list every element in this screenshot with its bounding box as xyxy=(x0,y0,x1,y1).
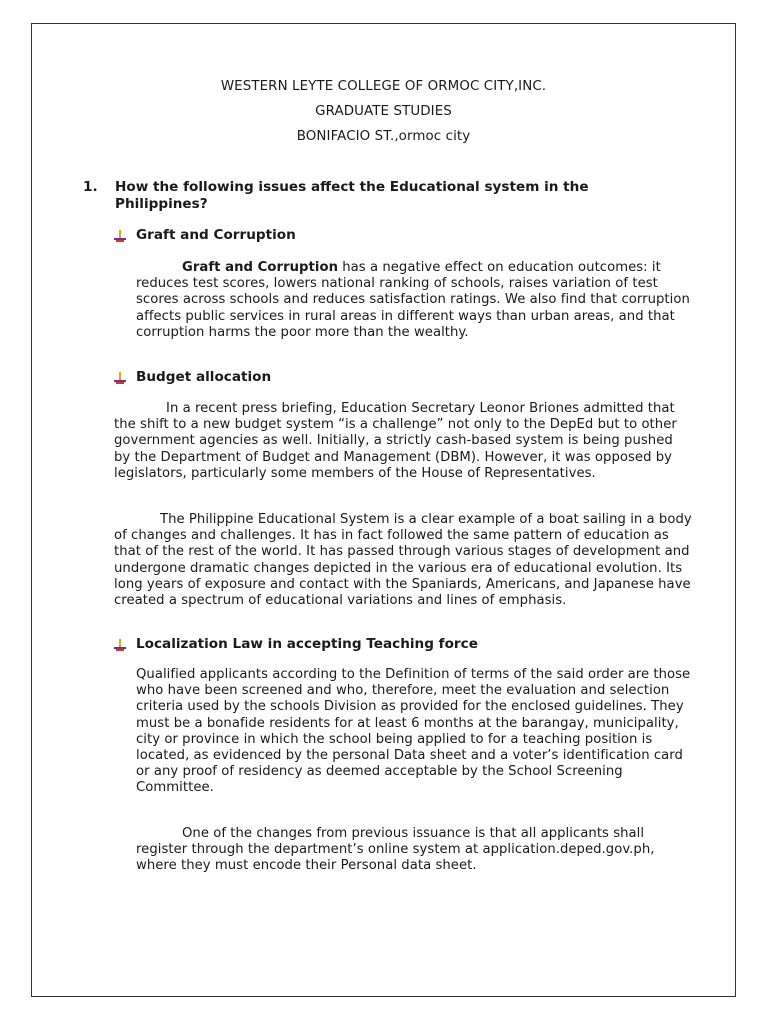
college-name: WESTERN LEYTE COLLEGE OF ORMOC CITY,INC. xyxy=(220,79,547,94)
arrow-down-bullet-icon xyxy=(114,230,126,242)
localization-paragraph-1: Qualified applicants according to the Definition of terms of the said order are those who have been screened and who, therefore, meet the evaluation and selection criteria used by the schools Division as provided for the enclosed guidelines. They must be a bonafide residents for at least 6 months at the barangay, municipality, city or province in which the school being applied to for a teaching position is located, as evidenced by the personal Data sheet and a voter’s identification card or any proof of residency as deemed acceptable by the School Screening Committee. xyxy=(136,667,691,796)
budget-paragraph-1: In a recent press briefing, Education Secretary Leonor Briones admitted that the shift to a new budget system “is a challenge” not only to the DepEd but to other government agencies as well. Initially, a strictly cash-based system is being pushed by the Department of Budget and Management (DBM). However, it was opposed by legislators, particularly some members of the House of Representatives. xyxy=(114,401,677,481)
graft-lead: Graft and Corruption xyxy=(182,260,339,275)
arrow-down-bullet-icon xyxy=(114,639,126,651)
section-heading-budget: Budget allocation xyxy=(114,369,271,385)
question-1 xyxy=(83,179,643,213)
budget-paragraph-2: The Philippine Educational System is a clear example of a boat sailing in a body of changes and challenges. It has in fact followed the same pattern of education as that of the rest of the world. It has passed through various stages of development and undergone dramatic changes depicted in the various era of educational evolution. Its long years of exposure and contact with the Spaniards, Americans, and Japanese have created a spectrum of educational variations and lines of emphasis. xyxy=(114,512,692,609)
section-heading-graft: Graft and Corruption xyxy=(114,227,296,243)
arrow-down-bullet-icon xyxy=(114,372,126,384)
graft-paragraph xyxy=(136,260,696,341)
graft-body: has a negative effect on education outcomes: it reduces test scores, lowers national ranking of schools, raises variation of test scores across schools and reduces satisfaction ratings. We also find that corruption affects public services in rural areas in different ways than urban areas, and that corruption harms the poor more than the wealthy. xyxy=(136,260,690,340)
question-number: 1. xyxy=(83,179,98,195)
address: BONIFACIO ST.,ormoc city xyxy=(296,129,471,144)
question-text: How the following issues affect the Educational system in the Philippines? xyxy=(115,179,589,212)
document-page xyxy=(31,23,736,997)
section-heading-localization: Localization Law in accepting Teaching force xyxy=(114,636,478,652)
localization-paragraph-2: One of the changes from previous issuance is that all applicants shall register through the department’s online system at application.deped.gov.ph, where they must encode their Personal data sheet. xyxy=(136,826,655,874)
department-name: GRADUATE STUDIES xyxy=(315,104,452,119)
